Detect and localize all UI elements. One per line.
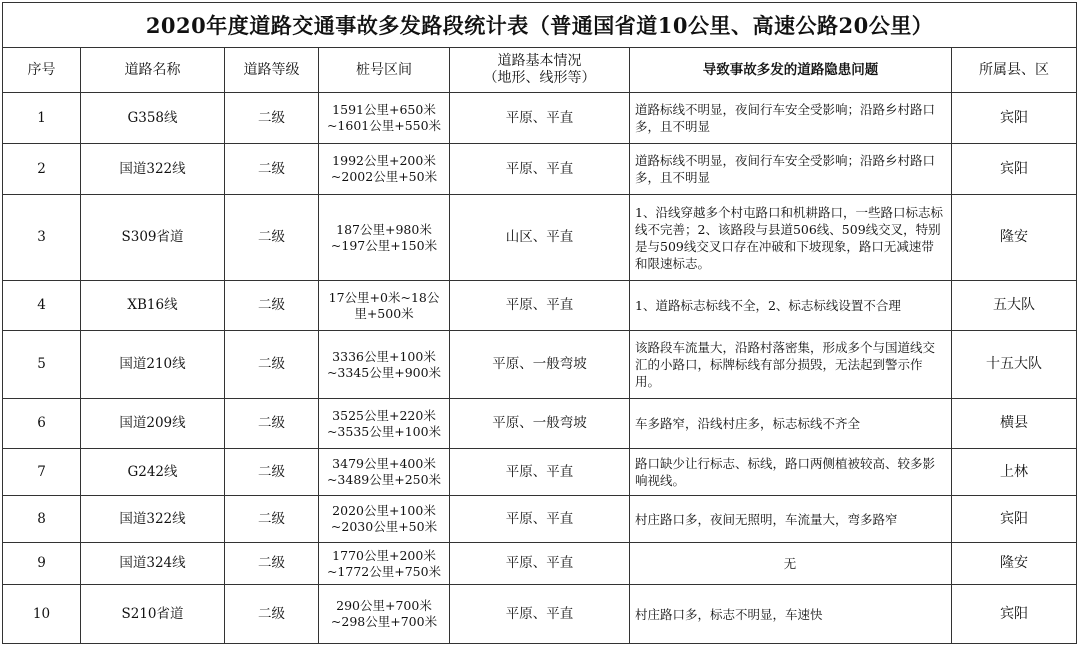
row-basic-info: 平原、平直 [450,496,630,543]
stake-range-end: ~298公里+700米 [330,614,438,629]
stake-range-start: 1591公里+650米 [332,102,436,117]
table-row [3,93,1077,144]
stake-range-start: 3336公里+100米 [332,348,436,364]
row-index: 9 [3,543,81,585]
header-basic-info [450,48,630,93]
stake-range-start: 3525公里+220米 [332,407,436,423]
row-hazards: 无 [630,543,952,585]
header-basic-info-line2: （地形、线形等） [483,70,596,86]
row-stake-range [319,585,450,644]
row-grade: 二级 [225,543,319,585]
table-row [3,331,1077,399]
header-grade: 道路等级 [225,48,319,93]
row-index: 5 [3,331,81,399]
row-hazards: 村庄路口多，夜间无照明，车流量大，弯多路窄 [630,496,952,543]
row-stake-range [319,543,450,585]
stake-range-start: 187公里+980米 [336,221,432,237]
header-basic-info-line1: 道路基本情况 [497,53,582,69]
row-county: 横县 [952,399,1077,449]
row-basic-info: 山区、平直 [450,195,630,281]
row-basic-info: 平原、平直 [450,281,630,331]
row-stake-range [319,399,450,449]
stake-range-start: 290公里+700米 [336,598,432,613]
stake-range-end: ~1601公里+550米 [326,118,442,133]
table-row [3,281,1077,331]
row-stake-range [319,496,450,543]
row-stake-range [319,144,450,195]
table-row [3,399,1077,449]
row-county: 隆安 [952,195,1077,281]
row-basic-info: 平原、一般弯坡 [450,399,630,449]
header-county: 所属县、区 [952,48,1077,93]
row-index: 6 [3,399,81,449]
stake-range-end: ~3535公里+100米 [326,423,442,439]
stake-range-end: ~3489公里+250米 [326,472,442,487]
header-row [3,48,1077,93]
row-road-name: G358线 [81,93,225,144]
stake-range-end: ~2030公里+50米 [330,519,438,534]
row-county: 宾阳 [952,496,1077,543]
stake-range-start: 1770公里+200米 [332,547,436,563]
stake-range-end: ~1772公里+750米 [326,563,442,579]
row-road-name: 国道322线 [81,496,225,543]
row-grade: 二级 [225,144,319,195]
row-grade: 二级 [225,331,319,399]
stake-range-end: ~2002公里+50米 [330,169,438,184]
row-hazards: 道路标线不明显，夜间行车安全受影响；沿路乡村路口多，且不明显 [630,93,952,144]
row-basic-info: 平原、平直 [450,585,630,644]
row-hazards: 村庄路口多，标志不明显，车速快 [630,585,952,644]
row-county: 宾阳 [952,144,1077,195]
stake-range-start: 2020公里+100米 [332,503,436,518]
table-row [3,496,1077,543]
row-road-name: XB16线 [81,281,225,331]
row-county: 十五大队 [952,331,1077,399]
row-grade: 二级 [225,449,319,496]
row-basic-info: 平原、平直 [450,144,630,195]
table-row [3,543,1077,585]
row-basic-info: 平原、平直 [450,449,630,496]
header-stake-range: 桩号区间 [319,48,450,93]
stake-range-start: 1992公里+200米 [332,153,436,168]
table-title: 2020年度道路交通事故多发路段统计表（普通国省道10公里、高速公路20公里） [3,3,1077,48]
row-county: 上林 [952,449,1077,496]
row-road-name: S210省道 [81,585,225,644]
table-row [3,144,1077,195]
row-stake-range [319,331,450,399]
header-index: 序号 [3,48,81,93]
row-grade: 二级 [225,195,319,281]
row-grade: 二级 [225,496,319,543]
row-hazards: 1、道路标志标线不全，2、标志标线设置不合理 [630,281,952,331]
row-road-name: G242线 [81,449,225,496]
row-stake-range [319,195,450,281]
table-row [3,195,1077,281]
table-row [3,449,1077,496]
row-road-name: 国道322线 [81,144,225,195]
row-hazards: 1、沿线穿越多个村屯路口和机耕路口，一些路口标志标线不完善；2、该路段与县道506线、509线交叉，特别是与509线交叉口存在冲破和下坡现象，路口无减速带和限速标志。 [630,195,952,281]
row-county: 宾阳 [952,93,1077,144]
row-index: 3 [3,195,81,281]
row-basic-info: 平原、平直 [450,543,630,585]
row-grade: 二级 [225,585,319,644]
row-road-name: S309省道 [81,195,225,281]
row-index: 7 [3,449,81,496]
row-index: 10 [3,585,81,644]
row-stake-range [319,449,450,496]
row-road-name: 国道324线 [81,543,225,585]
row-basic-info: 平原、一般弯坡 [450,331,630,399]
row-index: 4 [3,281,81,331]
row-index: 1 [3,93,81,144]
row-county: 宾阳 [952,585,1077,644]
row-grade: 二级 [225,281,319,331]
header-road-name: 道路名称 [81,48,225,93]
row-road-name: 国道210线 [81,331,225,399]
row-index: 8 [3,496,81,543]
row-hazards: 路口缺少让行标志、标线，路口两侧植被较高、较多影响视线。 [630,449,952,496]
row-index: 2 [3,144,81,195]
table-row [3,585,1077,644]
row-grade: 二级 [225,93,319,144]
row-hazards: 车多路窄，沿线村庄多，标志标线不齐全 [630,399,952,449]
row-stake-range [319,93,450,144]
header-hazards: 导致事故多发的道路隐患问题 [630,48,952,93]
row-county: 五大队 [952,281,1077,331]
stake-range-start: 17公里+0米~18公 [328,289,440,305]
stake-range-end: ~197公里+150米 [330,237,438,253]
stake-range-end: ~3345公里+900米 [326,364,442,380]
row-stake-range [319,281,450,331]
row-road-name: 国道209线 [81,399,225,449]
row-county: 隆安 [952,543,1077,585]
row-grade: 二级 [225,399,319,449]
stake-range-end: 里+500米 [354,305,414,321]
row-basic-info: 平原、平直 [450,93,630,144]
stake-range-start: 3479公里+400米 [332,456,436,471]
row-hazards: 该路段车流量大，沿路村落密集，形成多个与国道线交汇的小路口，标牌标线有部分损毁，无法起到警示作用。 [630,331,952,399]
accident-table [2,2,1077,644]
accident-statistics-sheet [2,2,1076,644]
row-hazards: 道路标线不明显，夜间行车安全受影响；沿路乡村路口多，且不明显 [630,144,952,195]
